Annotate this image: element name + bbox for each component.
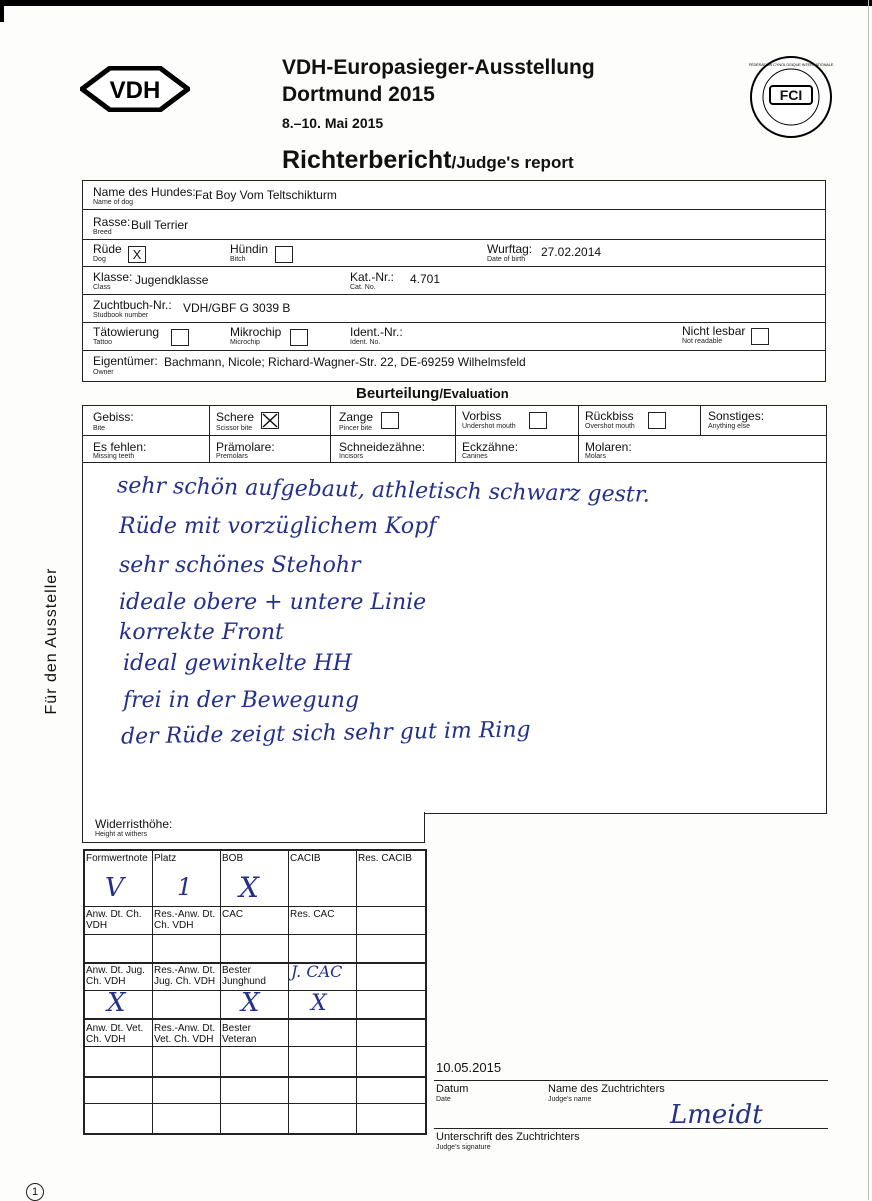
award-header: Bester Junghund: [222, 965, 266, 987]
overshot-sub: Overshot mouth: [585, 423, 635, 430]
dob-sub: Date of birth: [487, 256, 526, 263]
male-checkbox[interactable]: X: [128, 246, 146, 263]
sidebar-exhibitor-text: Für den Aussteller: [43, 567, 60, 715]
chip-label: Mikrochip: [230, 325, 282, 339]
fci-ring-text: FÉDÉRATION CYNOLOGIQUE INTERNATIONALE: [748, 62, 834, 67]
molars-label: Molaren:: [585, 440, 632, 454]
bite-sub: Bite: [93, 425, 106, 432]
male-sub: Dog: [93, 256, 106, 263]
ident-sub: Ident. No.: [350, 339, 381, 346]
dog-name-sub: Name of dog: [93, 199, 134, 206]
studbook-value: VDH/GBF G 3039 B: [183, 301, 291, 315]
tattoo-label: Tätowierung: [93, 325, 160, 339]
overshot-label: Rückbiss: [585, 409, 634, 423]
award-mark: V: [105, 873, 124, 903]
dog-details-table: [82, 180, 826, 382]
breed-sub: Breed: [93, 229, 112, 236]
owner-sub: Owner: [93, 369, 114, 376]
breed-value: Bull Terrier: [131, 218, 189, 232]
chip-sub: Microchip: [230, 339, 260, 346]
handwritten-line: Rüde mit vorzüglichem Kopf: [119, 514, 437, 539]
handwritten-line: sehr schönes Stehohr: [119, 553, 361, 578]
canines-sub: Canines: [462, 453, 488, 460]
pincer-checkbox[interactable]: [381, 412, 399, 429]
evaluation-box: [82, 405, 827, 814]
signature-sub: Judge's signature: [436, 1144, 491, 1151]
dog-name-value: Fat Boy Vom Teltschikturm: [195, 188, 337, 202]
vdh-logo-text: VDH: [109, 77, 161, 104]
award-header: Bester Veteran: [222, 1023, 257, 1045]
incisors-sub: Incisors: [339, 453, 364, 460]
studbook-label: Zuchtbuch-Nr.:: [93, 298, 172, 312]
bite-label: Gebiss:: [93, 410, 134, 424]
unreadable-label: Nicht lesbar: [682, 324, 746, 338]
award-mark: X: [239, 871, 259, 904]
award-mark: X: [311, 991, 327, 1016]
show-location: Dortmund 2015: [282, 83, 435, 106]
award-header: Formwertnote: [86, 853, 148, 864]
report-title-en: /Judge's report: [451, 153, 574, 172]
right-edge-line: [868, 0, 869, 1200]
checkmark-x-icon: [262, 413, 278, 428]
undershot-label: Vorbiss: [462, 409, 502, 423]
fci-logo-text: FCI: [779, 87, 803, 103]
dob-value: 27.02.2014: [541, 245, 602, 259]
female-sub: Bitch: [230, 256, 246, 263]
tattoo-checkbox[interactable]: [171, 329, 189, 346]
judge-name-sub: Judge's name: [548, 1096, 592, 1103]
award-header: Platz: [154, 853, 177, 864]
award-mark: X: [107, 988, 126, 1018]
tattoo-sub: Tattoo: [93, 339, 113, 346]
award-header: Anw. Dt. Ch. VDH: [86, 909, 142, 931]
class-value: Jugendklasse: [135, 273, 209, 287]
award-header: Anw. Dt. Vet. Ch. VDH: [86, 1023, 144, 1045]
award-mark: 1: [177, 873, 193, 901]
class-sub: Class: [93, 284, 111, 291]
chip-checkbox[interactable]: [290, 329, 308, 346]
female-checkbox[interactable]: [275, 246, 293, 263]
owner-label: Eigentümer:: [93, 354, 158, 368]
award-mark: X: [241, 988, 260, 1018]
handwritten-line: korrekte Front: [119, 620, 284, 645]
award-header: Res. CAC: [290, 909, 335, 920]
incisors-label: Schneidezähne:: [339, 440, 426, 454]
pincer-label: Zange: [339, 410, 374, 424]
award-header: Res.-Anw. Dt. Jug. Ch. VDH: [154, 965, 216, 987]
premolars-sub: Premolars: [216, 453, 248, 460]
height-box: [82, 812, 425, 843]
report-date: 10.05.2015: [436, 1060, 502, 1075]
report-title-de: Richterbericht: [282, 146, 452, 174]
left-corner-mark: [0, 0, 4, 22]
studbook-sub: Studbook number: [93, 312, 149, 319]
award-header: CAC: [222, 909, 244, 920]
date-line: [434, 1080, 828, 1081]
overshot-checkbox[interactable]: [648, 412, 666, 429]
handwritten-line: ideal gewinkelte HH: [123, 651, 353, 676]
handwritten-line: sehr schön aufgebaut, athletisch schwarz gestr.: [116, 473, 651, 508]
scissor-label: Schere: [216, 410, 255, 424]
award-header: BOB: [222, 853, 244, 864]
page-number: 1: [26, 1183, 44, 1201]
owner-value: Bachmann, Nicole; Richard-Wagner-Str. 22, DE-69259 Wilhelmsfeld: [164, 355, 526, 369]
judge-name-label: Name des Zuchtrichters: [548, 1083, 665, 1095]
missing-teeth-label: Es fehlen:: [93, 440, 147, 454]
unreadable-checkbox[interactable]: [751, 328, 769, 345]
breed-label: Rasse:: [93, 215, 131, 229]
handwritten-line: frei in der Bewegung: [123, 688, 360, 713]
show-dates: 8.–10. Mai 2015: [282, 115, 384, 131]
undershot-checkbox[interactable]: [529, 412, 547, 429]
catno-sub: Cat. No.: [350, 284, 376, 291]
top-border: [0, 0, 872, 6]
award-header: CACIB: [290, 853, 321, 864]
handwritten-line: ideale obere + untere Linie: [119, 590, 427, 615]
ident-label: Ident.-Nr.:: [350, 325, 403, 339]
fci-logo: [748, 54, 834, 140]
handwritten-line: der Rüde zeigt sich sehr gut im Ring: [120, 717, 531, 750]
judge-signature: Lmeidt: [670, 1100, 763, 1130]
other-sub: Anything else: [708, 423, 751, 430]
pincer-sub: Pincer bite: [339, 425, 373, 432]
dob-label: Wurftag:: [487, 242, 533, 256]
date-label: Datum: [436, 1083, 469, 1095]
awards-table: [83, 849, 427, 1135]
evaluation-title-de: Beurteilung: [356, 385, 440, 402]
molars-sub: Molars: [585, 453, 607, 460]
dog-name-label: Name des Hundes:: [93, 185, 196, 199]
male-label: Rüde: [93, 242, 122, 256]
catno-label: Kat.-Nr.:: [350, 270, 395, 284]
evaluation-title-en: /Evaluation: [439, 386, 509, 401]
date-sub: Date: [436, 1096, 451, 1103]
report-title: [282, 146, 574, 175]
missing-teeth-sub: Missing teeth: [93, 453, 135, 460]
award-header: Res. CACIB: [358, 853, 412, 864]
female-label: Hündin: [230, 242, 269, 256]
award-header: Res.-Anw. Dt. Vet. Ch. VDH: [154, 1023, 216, 1045]
award-handwritten-jcac: J. CAC: [291, 962, 343, 981]
award-header: Anw. Dt. Jug. Ch. VDH: [86, 965, 145, 987]
premolars-label: Prämolare:: [216, 440, 275, 454]
evaluation-title: [356, 385, 509, 403]
height-label: Widerristhöhe:: [95, 817, 173, 831]
award-header: Res.-Anw. Dt. Ch. VDH: [154, 909, 216, 931]
class-label: Klasse:: [93, 270, 133, 284]
height-sub: Height at withers: [95, 831, 148, 838]
catno-value: 4.701: [410, 272, 441, 286]
canines-label: Eckzähne:: [462, 440, 519, 454]
other-label: Sonstiges:: [708, 409, 765, 423]
unreadable-sub: Not readable: [682, 338, 723, 345]
signature-label: Unterschrift des Zuchtrichters: [436, 1131, 580, 1143]
undershot-sub: Undershot mouth: [462, 423, 516, 430]
show-title: VDH-Europasieger-Ausstellung: [282, 56, 595, 79]
vdh-logo: [80, 66, 190, 112]
scissor-sub: Scissor bite: [216, 425, 253, 432]
scissor-checkbox[interactable]: [261, 412, 279, 429]
signature-line: [434, 1128, 828, 1129]
